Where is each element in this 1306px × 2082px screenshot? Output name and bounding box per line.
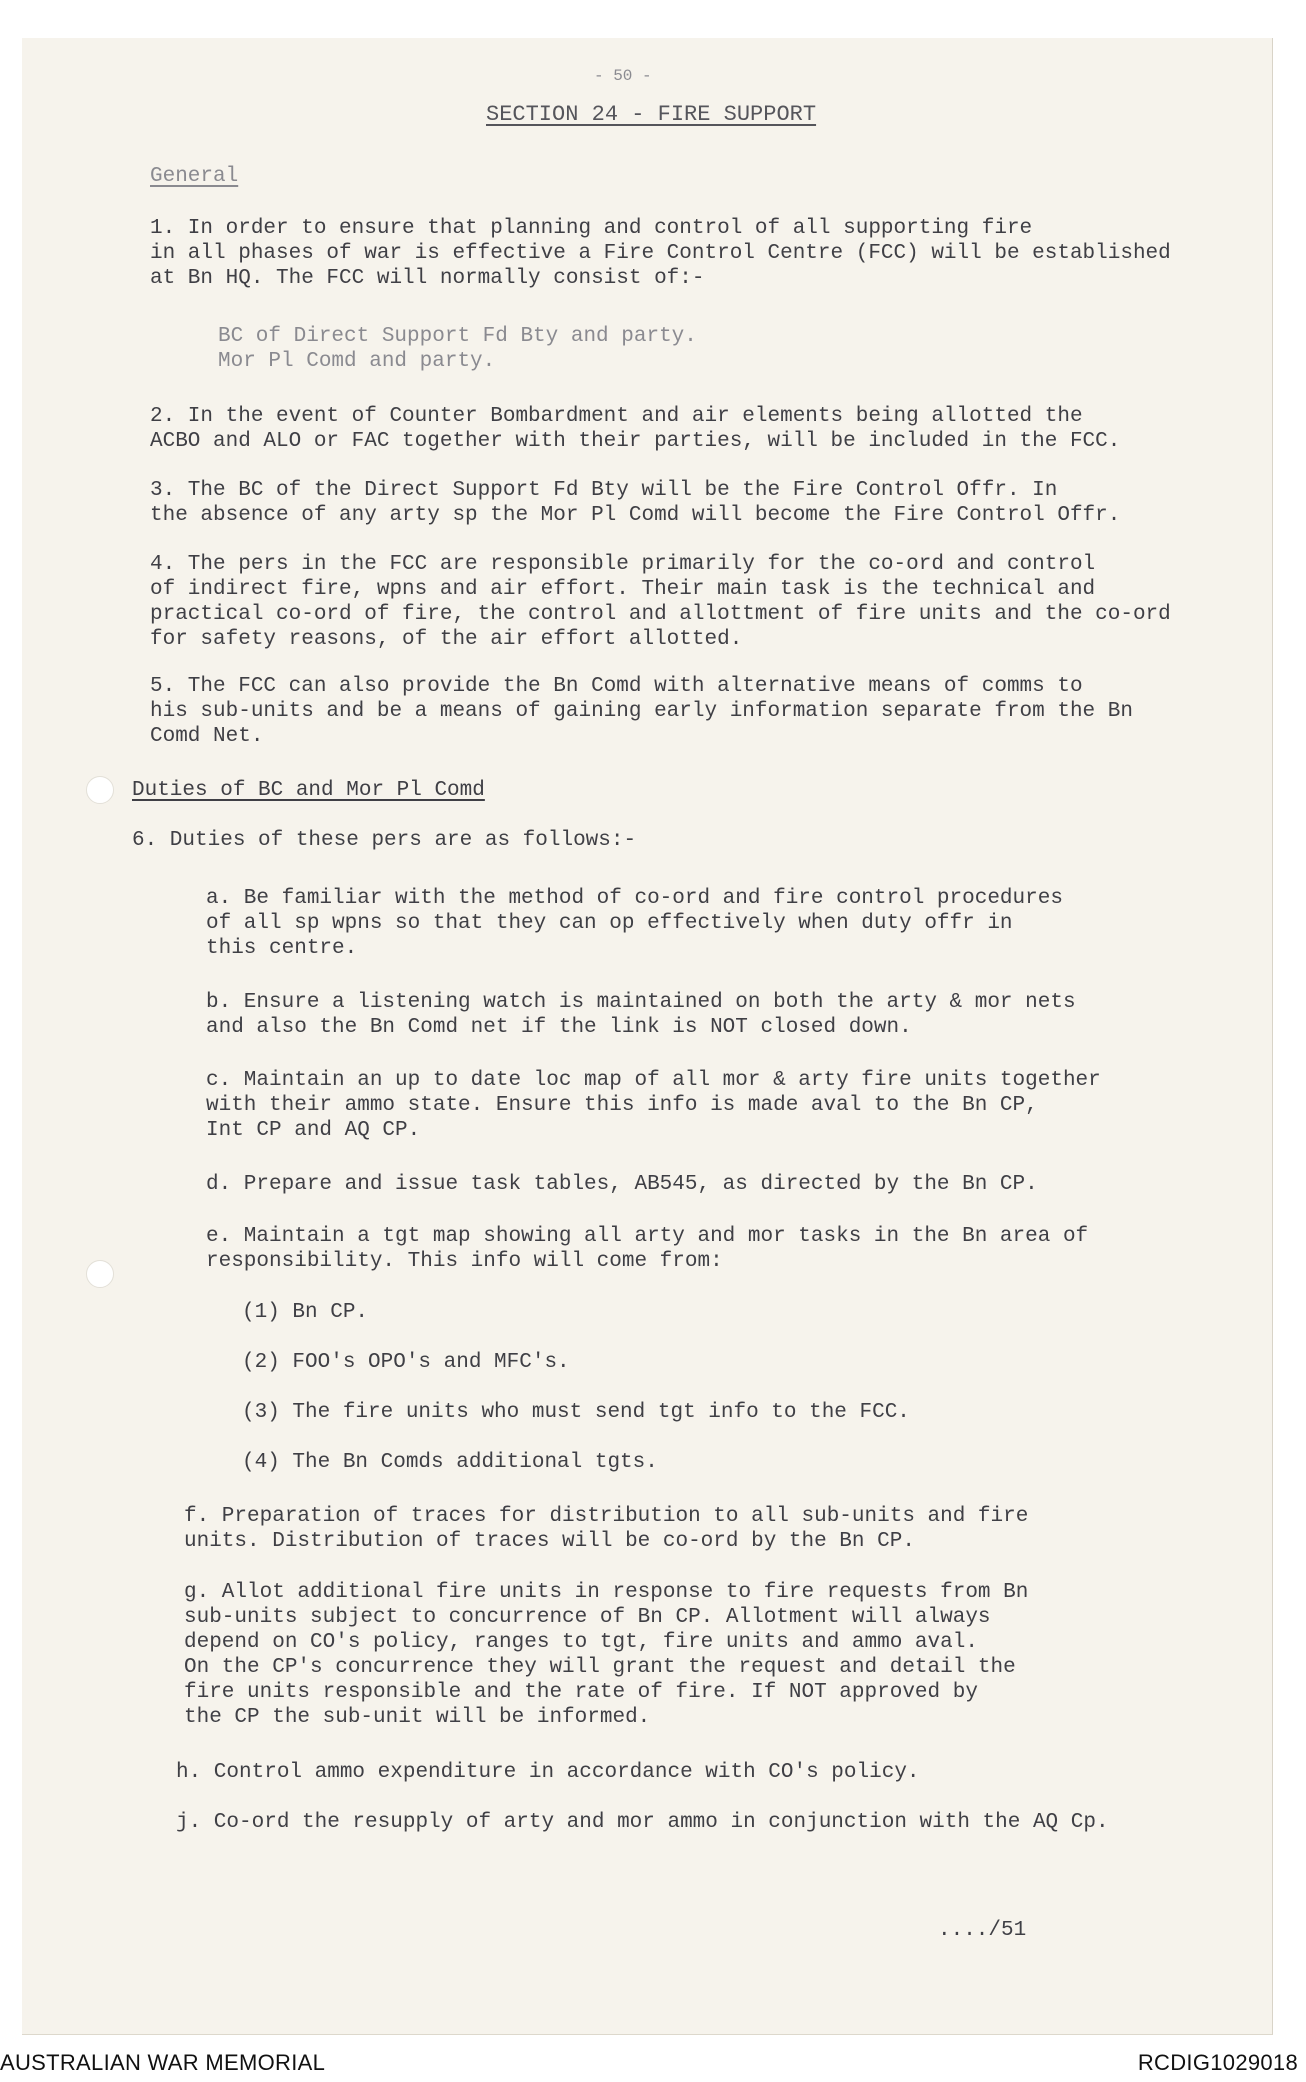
para-1-line-1: 1. In order to ensure that planning and control of all supporting fire <box>150 217 1033 240</box>
duty-a-line-2: of all sp wpns so that they can op effectively when duty offr in <box>206 912 1013 935</box>
duty-b-line-1: b. Ensure a listening watch is maintained on both the arty & mor nets <box>206 991 1076 1014</box>
duty-e-line-1: e. Maintain a tgt map showing all arty and mor tasks in the Bn area of <box>206 1225 1089 1248</box>
duty-g-line-5: fire units responsible and the rate of fire. If NOT approved by <box>184 1681 978 1704</box>
para-1-line-2: in all phases of war is effective a Fire Control Centre (FCC) will be established <box>150 242 1171 265</box>
duty-c-line-1: c. Maintain an up to date loc map of all mor & arty fire units together <box>206 1069 1101 1092</box>
para-5-line-3: Comd Net. <box>150 725 264 748</box>
duty-a-line-3: this centre. <box>206 937 358 960</box>
duty-g-line-4: On the CP's concurrence they will grant the request and detail the <box>184 1656 1016 1679</box>
duty-a-line-1: a. Be familiar with the method of co-ord and fire control procedures <box>206 887 1063 910</box>
duty-b-line-2: and also the Bn Comd net if the link is NOT closed down. <box>206 1016 912 1039</box>
duty-d-line-1: d. Prepare and issue task tables, AB545, as directed by the Bn CP. <box>206 1173 1038 1196</box>
duty-c-line-3: Int CP and AQ CP. <box>206 1119 421 1142</box>
document-page <box>22 38 1273 2035</box>
duty-e-source-2: (2) FOO's OPO's and MFC's. <box>242 1351 570 1374</box>
duty-e-source-4: (4) The Bn Comds additional tgts. <box>242 1451 658 1474</box>
duty-e-source-3: (3) The fire units who must send tgt info to the FCC. <box>242 1401 910 1424</box>
footer-right-caption: RCDIG1029018 <box>1137 2050 1298 2075</box>
para-4-line-4: for safety reasons, of the air effort allotted. <box>150 628 743 651</box>
duty-j-line-1: j. Co-ord the resupply of arty and mor ammo in conjunction with the AQ Cp. <box>176 1811 1109 1834</box>
para-5-line-2: his sub-units and be a means of gaining early information separate from the Bn <box>150 700 1133 723</box>
general-heading: General <box>150 165 239 188</box>
punch-hole-upper <box>86 776 114 804</box>
duty-e-line-2: responsibility. This info will come from: <box>206 1250 723 1273</box>
para-2-line-2: ACBO and ALO or FAC together with their parties, will be included in the FCC. <box>150 430 1121 453</box>
para-1-line-3: at Bn HQ. The FCC will normally consist of:- <box>150 267 705 290</box>
duty-e-source-1: (1) Bn CP. <box>242 1301 369 1324</box>
para-3-line-2: the absence of any arty sp the Mor Pl Comd will become the Fire Control Offr. <box>150 504 1121 527</box>
para-1-item-2: Mor Pl Comd and party. <box>218 350 496 373</box>
continuation-marker: ..../51 <box>938 1919 1027 1942</box>
para-4-line-1: 4. The pers in the FCC are responsible primarily for the co-ord and control <box>150 553 1096 576</box>
page-number: - 50 - <box>594 67 652 85</box>
duty-h-line-1: h. Control ammo expenditure in accordance with CO's policy. <box>176 1761 920 1784</box>
para-5-line-1: 5. The FCC can also provide the Bn Comd with alternative means of comms to <box>150 675 1083 698</box>
duty-c-line-2: with their ammo state. Ensure this info is made aval to the Bn CP, <box>206 1094 1038 1117</box>
duty-f-line-2: units. Distribution of traces will be co-ord by the Bn CP. <box>184 1530 915 1553</box>
para-1-item-1: BC of Direct Support Fd Bty and party. <box>218 325 697 348</box>
duty-g-line-1: g. Allot additional fire units in response to fire requests from Bn <box>184 1581 1029 1604</box>
para-4-line-2: of indirect fire, wpns and air effort. Their main task is the technical and <box>150 578 1096 601</box>
para-3-line-1: 3. The BC of the Direct Support Fd Bty will be the Fire Control Offr. In <box>150 479 1058 502</box>
duty-g-line-2: sub-units subject to concurrence of Bn CP. Allotment will always <box>184 1606 991 1629</box>
para-6-intro: 6. Duties of these pers are as follows:- <box>132 829 637 852</box>
duties-heading: Duties of BC and Mor Pl Comd <box>132 779 485 802</box>
footer-left-caption: AUSTRALIAN WAR MEMORIAL <box>0 2050 326 2075</box>
duty-g-line-3: depend on CO's policy, ranges to tgt, fire units and ammo aval. <box>184 1631 978 1654</box>
duty-g-line-6: the CP the sub-unit will be informed. <box>184 1706 651 1729</box>
para-2-line-1: 2. In the event of Counter Bombardment and air elements being allotted the <box>150 405 1083 428</box>
duty-f-line-1: f. Preparation of traces for distribution to all sub-units and fire <box>184 1505 1029 1528</box>
para-4-line-3: practical co-ord of fire, the control and allottment of fire units and the co-ord <box>150 603 1171 626</box>
section-title: SECTION 24 - FIRE SUPPORT <box>486 102 817 127</box>
punch-hole-lower <box>86 1260 114 1288</box>
